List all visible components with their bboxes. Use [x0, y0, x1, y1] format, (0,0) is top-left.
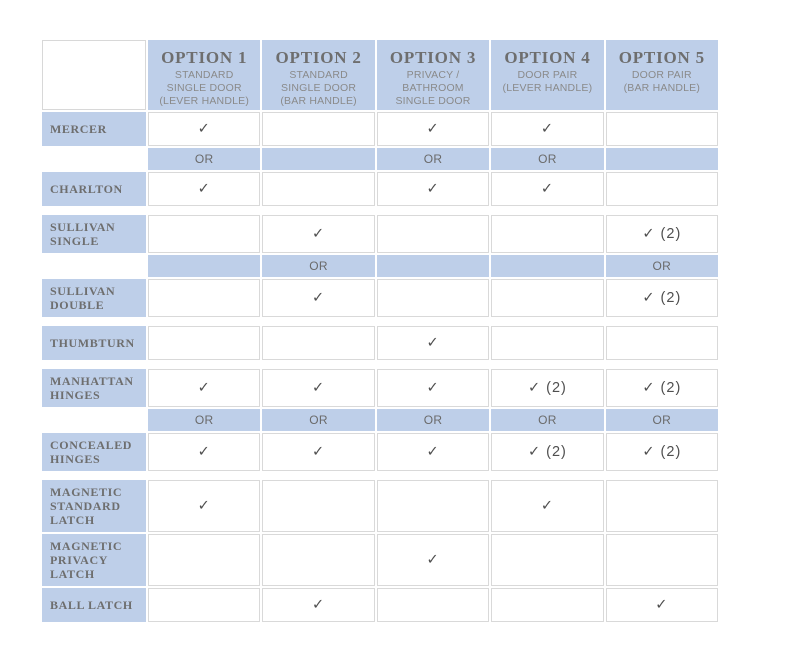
option-empty-cell	[148, 215, 260, 253]
option-check-cell	[377, 433, 489, 471]
or-label: OR	[194, 152, 214, 166]
row-label-cell: SULLIVAN DOUBLE	[42, 279, 146, 317]
row-label-blank	[42, 409, 146, 431]
option-empty-cell	[606, 534, 718, 586]
option-check-cell	[377, 172, 489, 206]
check-icon: ✓ (2)	[642, 444, 682, 460]
option-check-cell	[148, 172, 260, 206]
option-empty-cell	[606, 480, 718, 532]
table-row	[42, 112, 718, 146]
option-empty-cell	[377, 588, 489, 622]
option-check-cell	[377, 534, 489, 586]
header-option-cell	[148, 40, 260, 110]
check-icon: ✓	[197, 121, 211, 137]
option-check-cell	[606, 369, 718, 407]
check-icon: ✓ (2)	[642, 290, 682, 306]
row-label-cell: MAGNETIC PRIVACY LATCH	[42, 534, 146, 586]
option-empty-cell	[377, 279, 489, 317]
or-label: OR	[423, 152, 443, 166]
option-subtitle: DOOR PAIR (BAR HANDLE)	[623, 69, 701, 94]
or-label: OR	[194, 413, 214, 427]
or-cell	[491, 148, 603, 170]
header-option-cell	[491, 40, 603, 110]
option-subtitle: STANDARD SINGLE DOOR (BAR HANDLE)	[280, 69, 357, 107]
option-empty-cell	[491, 279, 603, 317]
or-cell	[148, 409, 260, 431]
check-icon: ✓	[426, 335, 440, 351]
option-empty-cell	[491, 326, 603, 360]
row-label-cell: MERCER	[42, 112, 146, 146]
table-row	[42, 433, 718, 471]
or-cell	[148, 148, 260, 170]
or-cell-empty	[377, 255, 489, 277]
option-check-cell	[148, 112, 260, 146]
option-empty-cell	[262, 112, 374, 146]
row-label-cell: SULLIVAN SINGLE	[42, 215, 146, 253]
option-check-cell	[491, 112, 603, 146]
option-check-cell	[606, 215, 718, 253]
header-option-cell	[262, 40, 374, 110]
or-label: OR	[652, 413, 672, 427]
option-empty-cell	[491, 588, 603, 622]
table-row	[42, 534, 718, 586]
row-label-cell: CONCEALED HINGES	[42, 433, 146, 471]
option-empty-cell	[262, 480, 374, 532]
row-label-cell: MANHATTAN HINGES	[42, 369, 146, 407]
table-row	[42, 215, 718, 253]
option-title: OPTION 5	[618, 48, 705, 67]
option-check-cell	[262, 369, 374, 407]
check-icon: ✓	[426, 121, 440, 137]
check-icon: ✓	[426, 444, 440, 460]
row-label-blank	[42, 148, 146, 170]
or-cell-empty	[491, 255, 603, 277]
option-title: OPTION 2	[275, 48, 362, 67]
or-cell-empty	[606, 148, 718, 170]
or-label: OR	[652, 259, 672, 273]
row-label-cell: BALL LATCH	[42, 588, 146, 622]
check-icon: ✓	[540, 181, 554, 197]
check-icon: ✓	[197, 498, 211, 514]
header-option-cell	[377, 40, 489, 110]
option-empty-cell	[377, 480, 489, 532]
row-label-blank	[42, 255, 146, 277]
check-icon: ✓	[426, 181, 440, 197]
table-row	[42, 369, 718, 407]
check-icon: ✓	[540, 121, 554, 137]
row-label-cell: THUMBTURN	[42, 326, 146, 360]
or-label: OR	[309, 413, 328, 427]
option-check-cell	[148, 480, 260, 532]
option-check-cell	[491, 172, 603, 206]
check-icon: ✓	[426, 552, 440, 568]
check-icon: ✓ (2)	[642, 380, 682, 396]
header-corner-cell	[42, 40, 146, 110]
table-row	[42, 255, 718, 277]
option-title: OPTION 3	[389, 48, 477, 67]
or-label: OR	[538, 413, 557, 427]
or-label: OR	[538, 152, 557, 166]
option-empty-cell	[606, 112, 718, 146]
option-empty-cell	[148, 326, 260, 360]
option-check-cell	[262, 588, 374, 622]
option-empty-cell	[491, 215, 603, 253]
option-check-cell	[262, 279, 374, 317]
check-icon: ✓ (2)	[527, 380, 567, 396]
check-icon: ✓	[312, 226, 326, 242]
option-empty-cell	[262, 534, 374, 586]
option-empty-cell	[606, 326, 718, 360]
option-empty-cell	[606, 172, 718, 206]
check-icon: ✓	[197, 380, 211, 396]
check-icon: ✓ (2)	[642, 226, 682, 242]
check-icon: ✓	[312, 380, 326, 396]
check-icon: ✓	[312, 597, 326, 613]
group-separator	[42, 473, 718, 478]
option-subtitle: STANDARD SINGLE DOOR (LEVER HANDLE)	[159, 69, 250, 107]
check-icon: ✓	[312, 444, 326, 460]
table-header-row	[42, 40, 718, 110]
check-icon: ✓	[197, 444, 211, 460]
or-cell-empty	[148, 255, 260, 277]
table-row	[42, 326, 718, 360]
option-check-cell	[606, 279, 718, 317]
option-title: OPTION 4	[504, 48, 591, 67]
option-check-cell	[148, 433, 260, 471]
option-check-cell	[262, 215, 374, 253]
option-empty-cell	[148, 588, 260, 622]
option-empty-cell	[148, 534, 260, 586]
or-cell	[606, 409, 718, 431]
option-check-cell	[262, 433, 374, 471]
option-check-cell	[491, 480, 603, 532]
row-label-cell: CHARLTON	[42, 172, 146, 206]
option-subtitle: PRIVACY / BATHROOM SINGLE DOOR	[395, 69, 471, 107]
option-check-cell	[606, 588, 718, 622]
or-cell	[262, 255, 374, 277]
check-icon: ✓	[197, 181, 211, 197]
or-cell-empty	[262, 148, 374, 170]
table-row	[42, 409, 718, 431]
option-check-cell	[377, 369, 489, 407]
options-comparison-table	[42, 40, 718, 624]
table-row	[42, 588, 718, 622]
option-check-cell	[491, 369, 603, 407]
check-icon: ✓	[540, 498, 554, 514]
option-empty-cell	[377, 215, 489, 253]
option-empty-cell	[262, 326, 374, 360]
check-icon: ✓	[312, 290, 326, 306]
or-cell	[377, 409, 489, 431]
or-cell	[262, 409, 374, 431]
or-cell	[606, 255, 718, 277]
option-check-cell	[606, 433, 718, 471]
group-separator	[42, 362, 718, 367]
table-row	[42, 480, 718, 532]
option-empty-cell	[148, 279, 260, 317]
row-label-cell: MAGNETIC STANDARD LATCH	[42, 480, 146, 532]
check-icon: ✓	[426, 380, 440, 396]
check-icon: ✓	[655, 597, 669, 613]
option-title: OPTION 1	[161, 48, 248, 67]
table-row	[42, 148, 718, 170]
option-check-cell	[491, 433, 603, 471]
check-icon: ✓ (2)	[527, 444, 567, 460]
or-label: OR	[423, 413, 443, 427]
option-subtitle: DOOR PAIR (LEVER HANDLE)	[502, 69, 593, 94]
table-row	[42, 279, 718, 317]
or-label: OR	[309, 259, 328, 273]
or-cell	[377, 148, 489, 170]
option-check-cell	[377, 112, 489, 146]
or-cell	[491, 409, 603, 431]
option-check-cell	[377, 326, 489, 360]
group-separator	[42, 208, 718, 213]
option-empty-cell	[491, 534, 603, 586]
option-check-cell	[148, 369, 260, 407]
table-row	[42, 172, 718, 206]
option-empty-cell	[262, 172, 374, 206]
group-separator	[42, 319, 718, 324]
header-option-cell	[606, 40, 718, 110]
